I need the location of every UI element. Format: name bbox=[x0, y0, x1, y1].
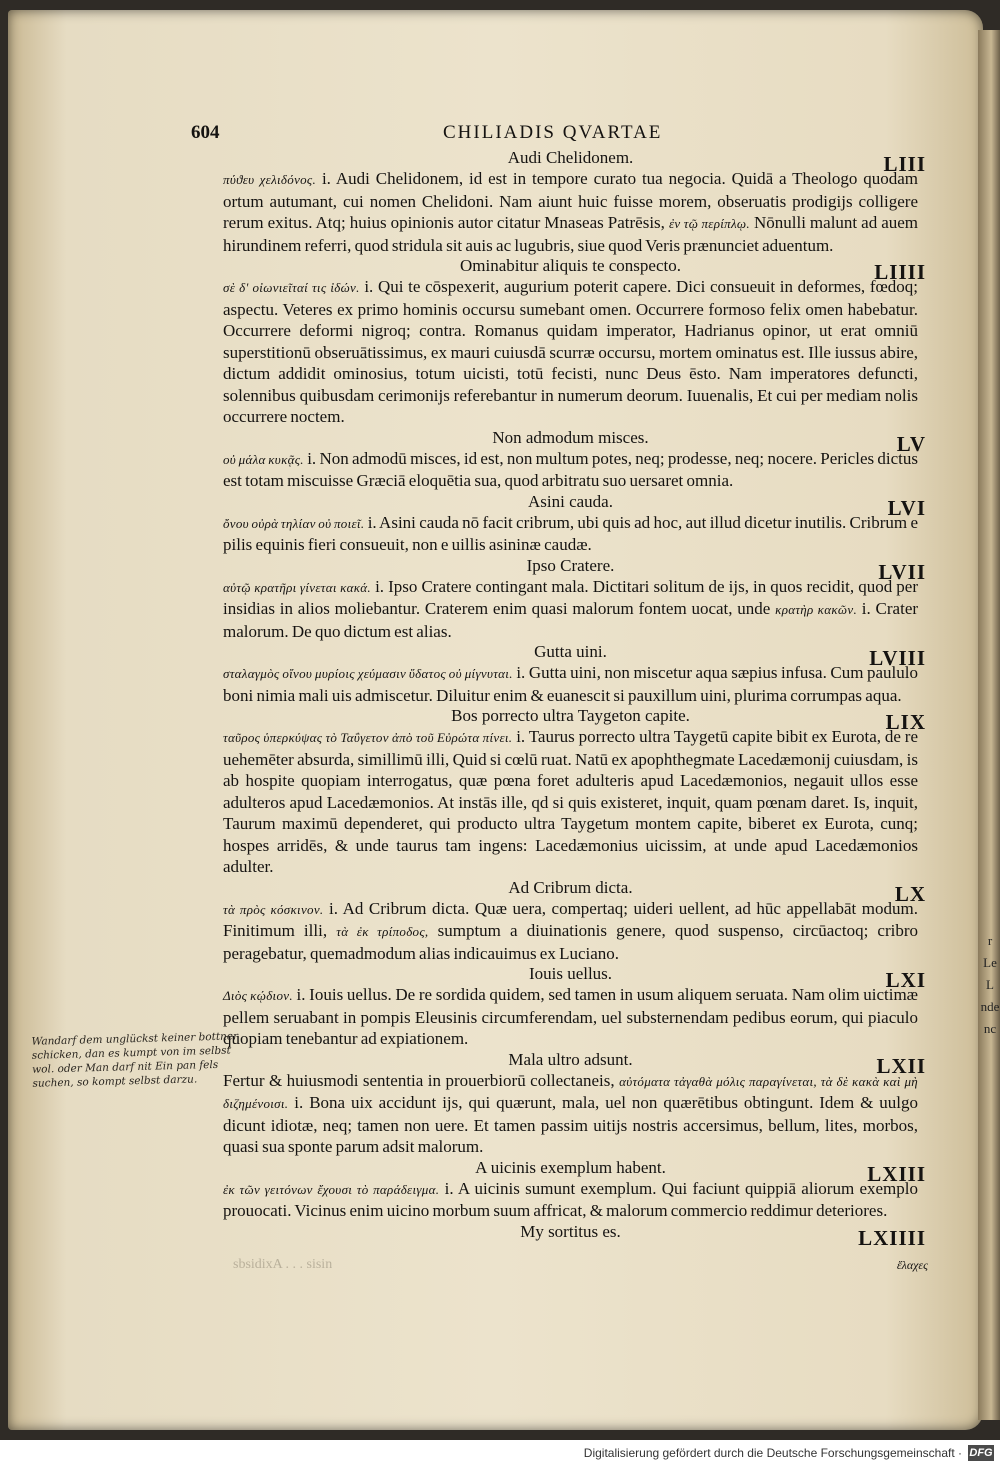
facing-page-fragment: nde bbox=[980, 999, 1000, 1014]
facing-page-fragment: nc bbox=[983, 1021, 997, 1036]
greek-quotation: σὲ δ' οἰωνιεῖταί τις ἰδών. bbox=[223, 280, 360, 295]
adage-number: LV bbox=[896, 431, 926, 456]
adage-title: Asini cauda. bbox=[528, 491, 613, 511]
adage-body bbox=[223, 276, 918, 428]
facing-page-fragment: L bbox=[986, 977, 994, 992]
greek-quotation: τὰ ἐκ τρίποδος, bbox=[336, 924, 429, 939]
adage-number: LXI bbox=[885, 968, 926, 992]
greek-quotation: πύϑευ χελιδόνος. bbox=[223, 172, 317, 187]
greek-quotation: κρατὴρ κακῶν. bbox=[775, 602, 857, 617]
adage-heading bbox=[223, 427, 926, 456]
adage-entry bbox=[223, 491, 926, 556]
adage-number: LVII bbox=[878, 559, 926, 584]
latin-text: i. A uicinis sumunt exemplum. Qui faciunt quippiā aliorum exemplo prouocati. Vicinus enim uicino morbum suum affricat, & malorum commercio reddimur deteriores. bbox=[223, 1178, 918, 1220]
book-page bbox=[8, 10, 983, 1430]
facing-page-fragment: r bbox=[987, 933, 993, 948]
catchword: ἔλαχες bbox=[896, 1258, 928, 1272]
adage-number: LIII bbox=[883, 152, 926, 176]
adage-entry bbox=[223, 1049, 926, 1158]
adage-title: Non admodum misces. bbox=[492, 427, 649, 447]
adage-body bbox=[223, 726, 918, 878]
adage-heading bbox=[223, 555, 926, 584]
adage-heading bbox=[223, 642, 926, 670]
adage-entry bbox=[223, 642, 926, 706]
latin-text: Fertur & huiusmodi sententia in prouerbiorū collectaneis, bbox=[223, 1070, 615, 1090]
adage-body bbox=[223, 512, 918, 556]
adage-entry bbox=[223, 427, 926, 492]
funding-notice: Digitalisierung gefördert durch die Deutsche Forschungsgemeinschaft · bbox=[583, 1446, 962, 1460]
adage-title: Ominabitur aliquis te conspecto. bbox=[460, 256, 681, 275]
greek-quotation: αὐτόματα τἀγαθὰ μόλις παραγίνεται, τὰ δὲ κακὰ καὶ μὴ διζημένοισι. bbox=[223, 1073, 919, 1111]
latin-text: i. Non admodū misces, id est, non multum potes, neq; prodesse, neq; nocere. Pericles dictus est totam miscuisse Græciā eloquētia sua, quod arbitratu suo uersaret omnia. bbox=[223, 448, 919, 490]
adage-body bbox=[223, 448, 918, 492]
adage-title: Iouis uellus. bbox=[528, 964, 613, 983]
adage-body bbox=[223, 576, 918, 643]
greek-quotation: αὐτῷ κρατῆρι γίνεται κακά. bbox=[223, 579, 371, 595]
adage-title: Audi Chelidonem. bbox=[507, 148, 634, 167]
latin-text: i. Ipso Cratere contingant mala. Dictitari solitum de ijs, in quos recidit, quod per insidias in alios moliebantur. Craterem enim quasi malorum fontem uocat, unde bbox=[223, 576, 919, 618]
adage-number: LXII bbox=[876, 1053, 926, 1078]
entries-list bbox=[223, 148, 926, 1250]
greek-quotation: οὐ μάλα κυκᾷς. bbox=[223, 451, 304, 467]
adage-body bbox=[223, 662, 918, 706]
adage-entry bbox=[223, 706, 926, 878]
latin-text: i. Ad Cribrum dicta. Quæ uera, compertaq; uideri uellent, ad hūc appellabāt modum. Finitimum illi, bbox=[223, 898, 919, 940]
adage-title: Bos porrecto ultra Taygeton capite. bbox=[451, 706, 690, 725]
adage-body bbox=[223, 168, 918, 256]
adage-heading bbox=[223, 1157, 926, 1186]
running-head bbox=[191, 120, 918, 150]
page-number: 604 bbox=[191, 122, 220, 143]
adage-title: Gutta uini. bbox=[534, 642, 607, 661]
adage-number: LVI bbox=[887, 495, 926, 520]
latin-text: i. Gutta uini, non miscetur aqua sæpius infusa. Cum paululo boni nimia mali uis admiscetur. Diluitur enim & euanescit si pauxillum uini, plurima corrumpas aqua. bbox=[223, 663, 918, 705]
latin-text: i. Taurus porrecto ultra Taygetū capite bibit ex Eurota, de re uehemēter absurda, simillimū illi, Quid si cœlū ruat. Natū ex apophthegmate Lacedæmonij cuiusdam, is ab hospite quopiam interrogatus, quæ pœna foret adulteris apud Lacedæmonios, negauit ullos esse adulteros apud Lacedæmonios. At instās ille, qd si quis existeret, inquit, quam pœnam daret. Is, inquit, Taurum maximū dependeret, qui producto ultra Taygetum montem capite, biberet ex Eurota, cunq; hospes arridēs, & unde taurus tam ingens: Lacedæmonius uicissim, at unde apud Lacedæmonios adulter. bbox=[223, 727, 919, 876]
adage-title: Ad Cribrum dicta. bbox=[508, 877, 633, 897]
adage-entry bbox=[223, 877, 926, 965]
latin-text: i. Crater malorum. De quo dictum est alias. bbox=[223, 599, 919, 641]
latin-text: i. Qui te cōspexerit, augurium poterit capere. Dici consueuit in deformes, fœdoq; aspectu. Veteres ex primo hominis occursu sumebant omen. Occurrere formoso felix omen habebatur. Occurrere deformi nigroq; contra. Romanus quidam imperator, Hadrianus opinor, ut erat omniū superstitionū obseruātissimus, ex mauri cuiusdā scurræ occursu, mortem ominatus est. Ille iussus abire, dictum addidit ominosius, totum uicisti, totū fecisti, nunc Deus ēsto. Nam imperatores defuncti, solennibus quibusdam cerimonijs referebantur in numerum deorum. Iuuenalis, Et cui per mediam nolis occurrere noctem. bbox=[223, 277, 919, 426]
adage-body bbox=[223, 1070, 918, 1158]
greek-quotation: τὰ πρὸς κόσκινον. bbox=[223, 901, 324, 917]
latin-text: Nōnulli malunt ad auem hirundinem referri, quod stridula sit auis ac lugubris, siue quod Veris prænunciet aduentum. bbox=[223, 213, 919, 255]
greek-quotation: ἐκ τῶν γειτόνων ἔχουσι τὸ παράδειγμα. bbox=[223, 1181, 440, 1197]
adage-entry bbox=[223, 555, 926, 643]
adage-number: LXIIII bbox=[858, 1225, 926, 1250]
latin-text: i. Bona uix accidunt ijs, qui quærunt, mala, uel non quærētibus obtingunt. Idem & uulgo dicunt idiotæ, neq; tamen non uere. Et tamen passim uitijs nostris accersimus, bellum, lites, morbos, quasi sua sponte parum adsit malorum. bbox=[223, 1093, 918, 1156]
greek-quotation: ὄνου οὐρὰ τηλίαν οὐ ποιεῖ. bbox=[223, 515, 365, 531]
adage-entry bbox=[223, 964, 926, 1050]
adage-entry bbox=[223, 1157, 926, 1222]
adage-heading bbox=[223, 256, 926, 284]
greek-quotation: ταῦρος ὑπερκύψας τὸ Ταΰγετον ἀπὸ τοῦ Εὐρώτα πίνει. bbox=[223, 730, 513, 745]
adage-number: LVIII bbox=[869, 646, 926, 670]
adage-entry bbox=[223, 148, 926, 256]
footer-bar bbox=[0, 1440, 1000, 1467]
adage-number: LIIII bbox=[874, 260, 926, 284]
adage-entry bbox=[223, 1221, 926, 1250]
latin-text: i. Asini cauda nō facit cribrum, ubi quis ad hoc, aut illud dicetur inutilis. Cribrum e pilis equinis fieri consueuit, non e uillis asininæ caudæ. bbox=[223, 512, 918, 554]
adage-title: My sortitus es. bbox=[520, 1221, 621, 1241]
adage-heading bbox=[223, 491, 926, 520]
facing-page-fragments bbox=[980, 930, 1000, 1040]
latin-text: sumptum a diuinationis genere, quod suspenso, circūactoq; cribro peragebatur, quemadmodum alias indicauimus ex Luciano. bbox=[223, 921, 919, 963]
adage-body bbox=[223, 984, 918, 1050]
adage-entry bbox=[223, 256, 926, 428]
adage-heading bbox=[223, 1049, 926, 1078]
facing-page-fragment: Le bbox=[983, 955, 997, 970]
adage-body bbox=[223, 898, 918, 965]
adage-number: LXIII bbox=[867, 1161, 926, 1186]
adage-number: LIX bbox=[885, 710, 926, 734]
facing-page-edge bbox=[978, 30, 1000, 1420]
adage-body bbox=[223, 1178, 918, 1222]
dfg-logo: DFG bbox=[969, 1447, 993, 1459]
greek-quotation: ἐν τῷ περίπλῳ. bbox=[668, 216, 750, 231]
adage-heading bbox=[223, 706, 926, 734]
greek-quotation: σταλαγμὸς οἴνου μυρίοις χεύμασιν ὕδατος οὐ μίγνυται. bbox=[223, 666, 513, 681]
bleed-through-text: sbsidixA . . . sisin bbox=[233, 1257, 333, 1272]
adage-title: A uicinis exemplum habent. bbox=[475, 1157, 666, 1177]
adage-title: Mala ultro adsunt. bbox=[508, 1049, 633, 1069]
adage-heading bbox=[223, 1221, 926, 1250]
adage-heading bbox=[223, 964, 926, 992]
adage-number: LX bbox=[894, 881, 926, 906]
greek-quotation: Διὸς κῴδιον. bbox=[223, 988, 293, 1003]
latin-text: i. Iouis uellus. De re sordida quidem, sed tamen in usum aliquem seruata. Nam olim uictimæ pellem seruabant in pompis Eleusinis circumferendam, uel substernendam pedibus eorum, qui piaculo quopiam tenebantur ad expiationem. bbox=[223, 985, 919, 1048]
latin-text: i. Audi Chelidonem, id est in tempore curato tua negocia. Quidā a Theologo quodam ortum autumant, cui nomen Chelidoni. Nam aiunt huic fuisse morem, obseruatis prodigijs colligere rerum exitus. Atq; huius opinionis autor citatur Mnaseas Patrēsis, bbox=[223, 169, 918, 232]
adage-heading bbox=[223, 877, 926, 906]
adage-heading bbox=[223, 148, 926, 176]
handwritten-marginalia: Wandarf dem unglückst keiner bottner schicken, dan es kumpt von im selbst wol. oder Man darf nit Ein pan fels suchen, so kompt selbst darzu. bbox=[31, 1030, 239, 1090]
adage-title: Ipso Cratere. bbox=[526, 555, 615, 575]
running-title: CHILIADIS QVARTAE bbox=[443, 122, 663, 143]
